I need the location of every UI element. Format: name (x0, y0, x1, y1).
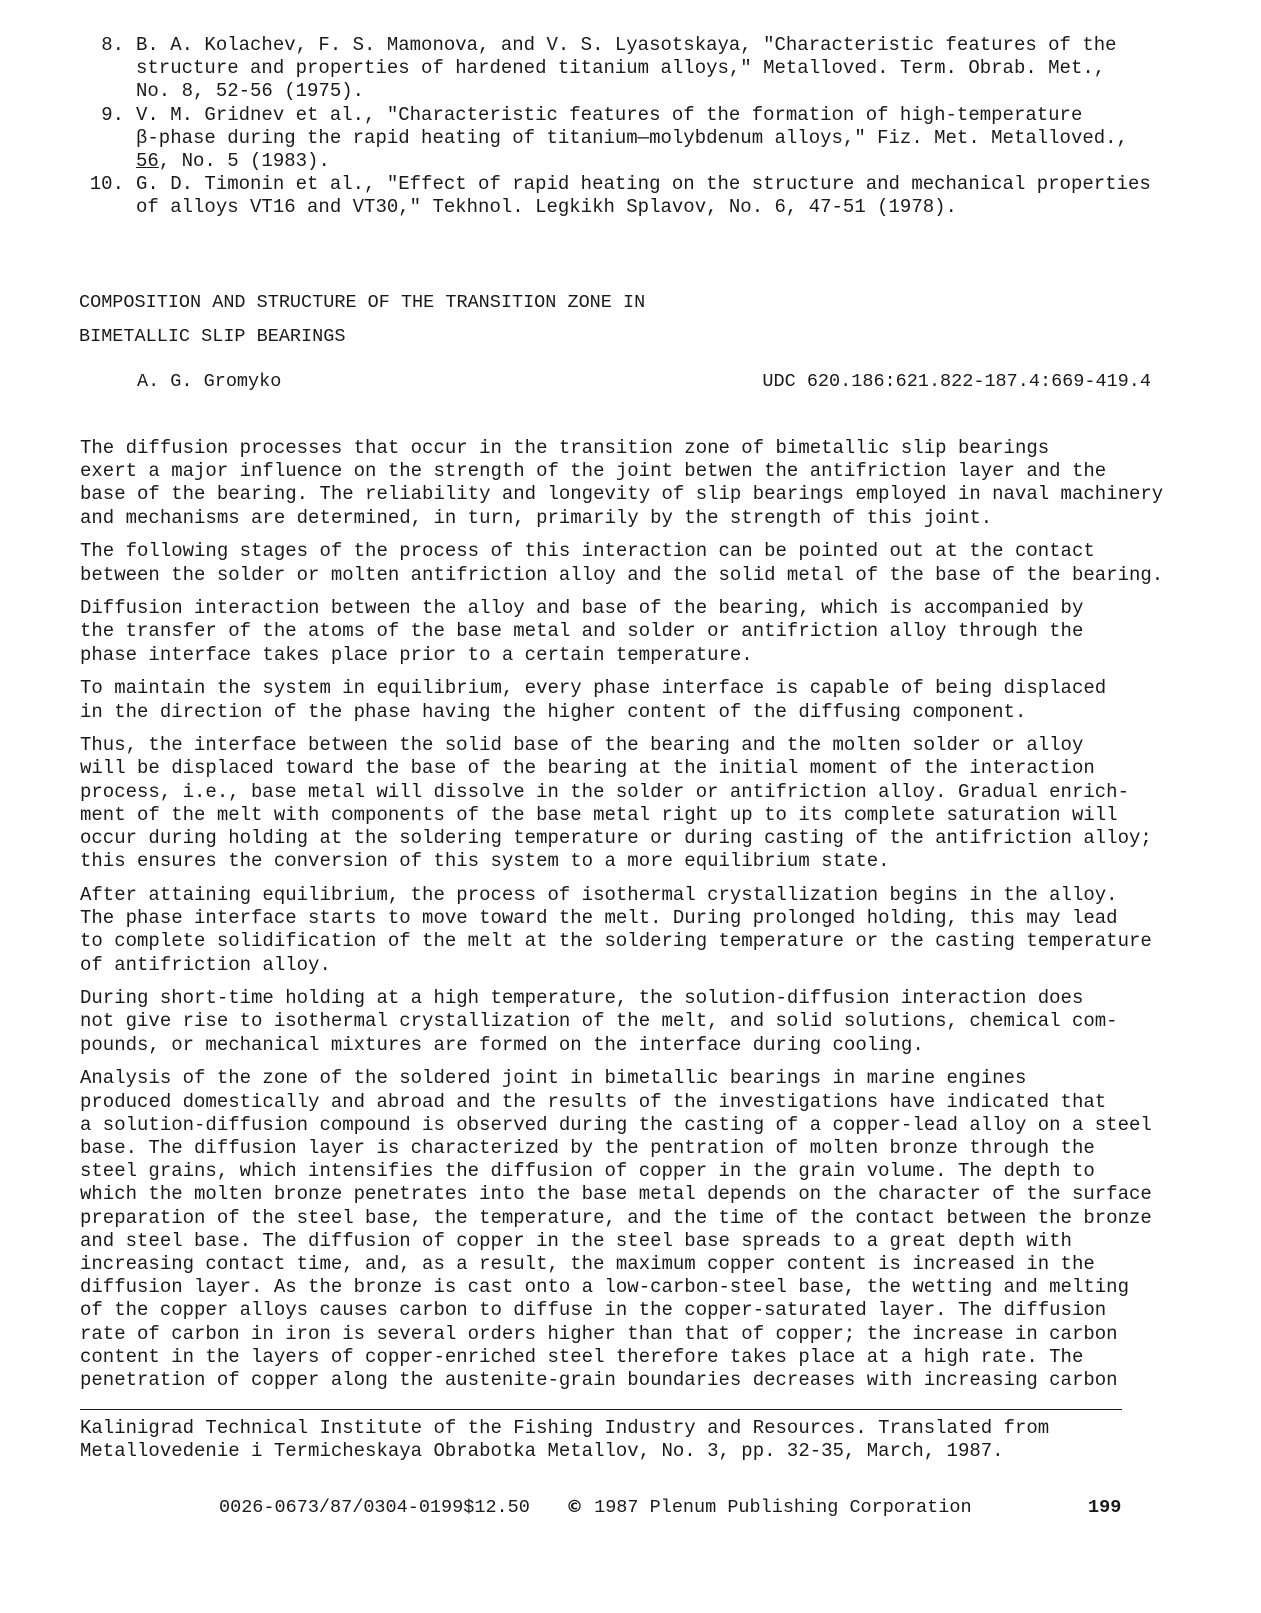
page-number: 199 (1088, 1497, 1122, 1518)
reference-text: G. D. Timonin et al., "Effect of rapid heating on the structure and mechanical properties of alloys VT16 and VT30," Tekhnol. Legkikh Splavov, No. 6, 47-51 (1978). (136, 173, 1151, 219)
reference-number: 8. (101, 34, 124, 56)
reference-list (84, 34, 1214, 220)
body-paragraph: The following stages of the process of this interaction can be pointed out at the contact between the solder or molten antifriction alloy and the solid metal of the base of the bearing. (80, 540, 1164, 586)
reference-item (84, 104, 1214, 174)
body-paragraph: During short-time holding at a high temperature, the solution-diffusion interaction does not give rise to isothermal crystallization of the melt, and solid solutions, chemical com- pounds, or mechanical mixtures are formed on the interface during cooling. (80, 987, 1118, 1056)
reference-number: 9. (101, 103, 124, 126)
reference-item (84, 34, 1214, 104)
article-body (80, 437, 1220, 1403)
reference-text: V. M. Gridnev et al., "Characteristic features of the formation of high-temperature β-phase during the rapid heating of titanium—molybdenum alloys," Fiz. Met. Metalloved., 56, No. 5 (1983). (136, 103, 1128, 173)
article-code: 0026-0673/87/0304-0199$12.50 (219, 1497, 530, 1518)
copyright-text: 1987 Plenum Publishing Corporation (583, 1497, 972, 1518)
copyright (566, 1496, 972, 1519)
body-paragraph: Thus, the interface between the solid base of the bearing and the molten solder or alloy will be displaced toward the base of the bearing at the initial moment of the interaction process, i.e., base metal will dissolve in the solder or antifriction alloy. Gradual enrich- ment of the melt with components of the base metal right up to its complete saturation will occur during holding at the soldering temperature or during casting of the antifriction alloy; this ensures the conversion of this system to a more equilibrium state. (80, 734, 1152, 873)
udc-code: UDC 620.186:621.822-187.4:669-419.4 (762, 371, 1151, 392)
article-title-line-1: COMPOSITION AND STRUCTURE OF THE TRANSITION ZONE IN (79, 292, 646, 313)
reference-text: B. A. Kolachev, F. S. Mamonova, and V. S. Lyasotskaya, "Characteristic features of the structure and properties of hardened titanium alloys," Metalloved. Term. Obrab. Met., No. 8, 52-56 (1975). (136, 34, 1117, 103)
body-paragraph: Diffusion interaction between the alloy and base of the bearing, which is accompanied by the transfer of the atoms of the base metal and solder or antifriction alloy through the phase interface takes place prior to a certain temperature. (80, 597, 1084, 666)
article-author: A. G. Gromyko (137, 371, 282, 392)
reference-volume: 56 (136, 150, 159, 173)
footnote-divider (80, 1409, 1122, 1410)
body-paragraph: Analysis of the zone of the soldered joint in bimetallic bearings in marine engines produced domestically and abroad and the results of the investigations have indicated that a solution-diffusion compound is observed during the casting of a copper-lead alloy on a steel base. The diffusion layer is characterized by the pentration of molten bronze through the steel grains, which intensifies the diffusion of copper in the grain volume. The depth to which the molten bronze penetrates into the base metal depends on the character of the surface preparation of the steel base, the temperature, and the time of the contact between the bronze and steel base. The diffusion of copper in the steel base spreads to a great depth with increasing contact time, and, as a result, the maximum copper content is increased in the diffusion layer. As the bronze is cast onto a low-carbon-steel base, the wetting and melting of the copper alloys causes carbon to diffuse in the copper-saturated layer. The diffusion rate of carbon in iron is several orders higher than that of copper; the increase in carbon content in the layers of copper-enriched steel therefore takes place at a high rate. The penetration of copper along the austenite-grain boundaries decreases with increasing carbon (80, 1067, 1152, 1392)
reference-number: 10. (89, 173, 124, 196)
body-paragraph: After attaining equilibrium, the process of isothermal crystallization begins in the alloy. The phase interface starts to move toward the melt. During prolonged holding, this may lead to complete solidification of the melt at the soldering temperature or the casting temperature of antifriction alloy. (80, 883, 1152, 976)
body-paragraph: The diffusion processes that occur in the transition zone of bimetallic slip bearings exert a major influence on the strength of the joint betwen the antifriction layer and the base of the bearing. The reliability and longevity of slip bearings employed in naval machinery and mechanisms are determined, in turn, primarily by the strength of this joint. (80, 437, 1164, 529)
reference-item (84, 173, 1214, 219)
body-paragraph: To maintain the system in equilibrium, every phase interface is capable of being displaced in the direction of the phase having the higher content of the diffusing component. (80, 677, 1107, 723)
copyright-icon: © (566, 1497, 583, 1517)
footnote: Kalinigrad Technical Institute of the Fishing Industry and Resources. Translated from Metallovedenie i Termicheskaya Obrabotka Metallov, No. 3, pp. 32-35, March, 1987. (80, 1417, 1050, 1463)
article-title-line-2: BIMETALLIC SLIP BEARINGS (79, 326, 346, 347)
